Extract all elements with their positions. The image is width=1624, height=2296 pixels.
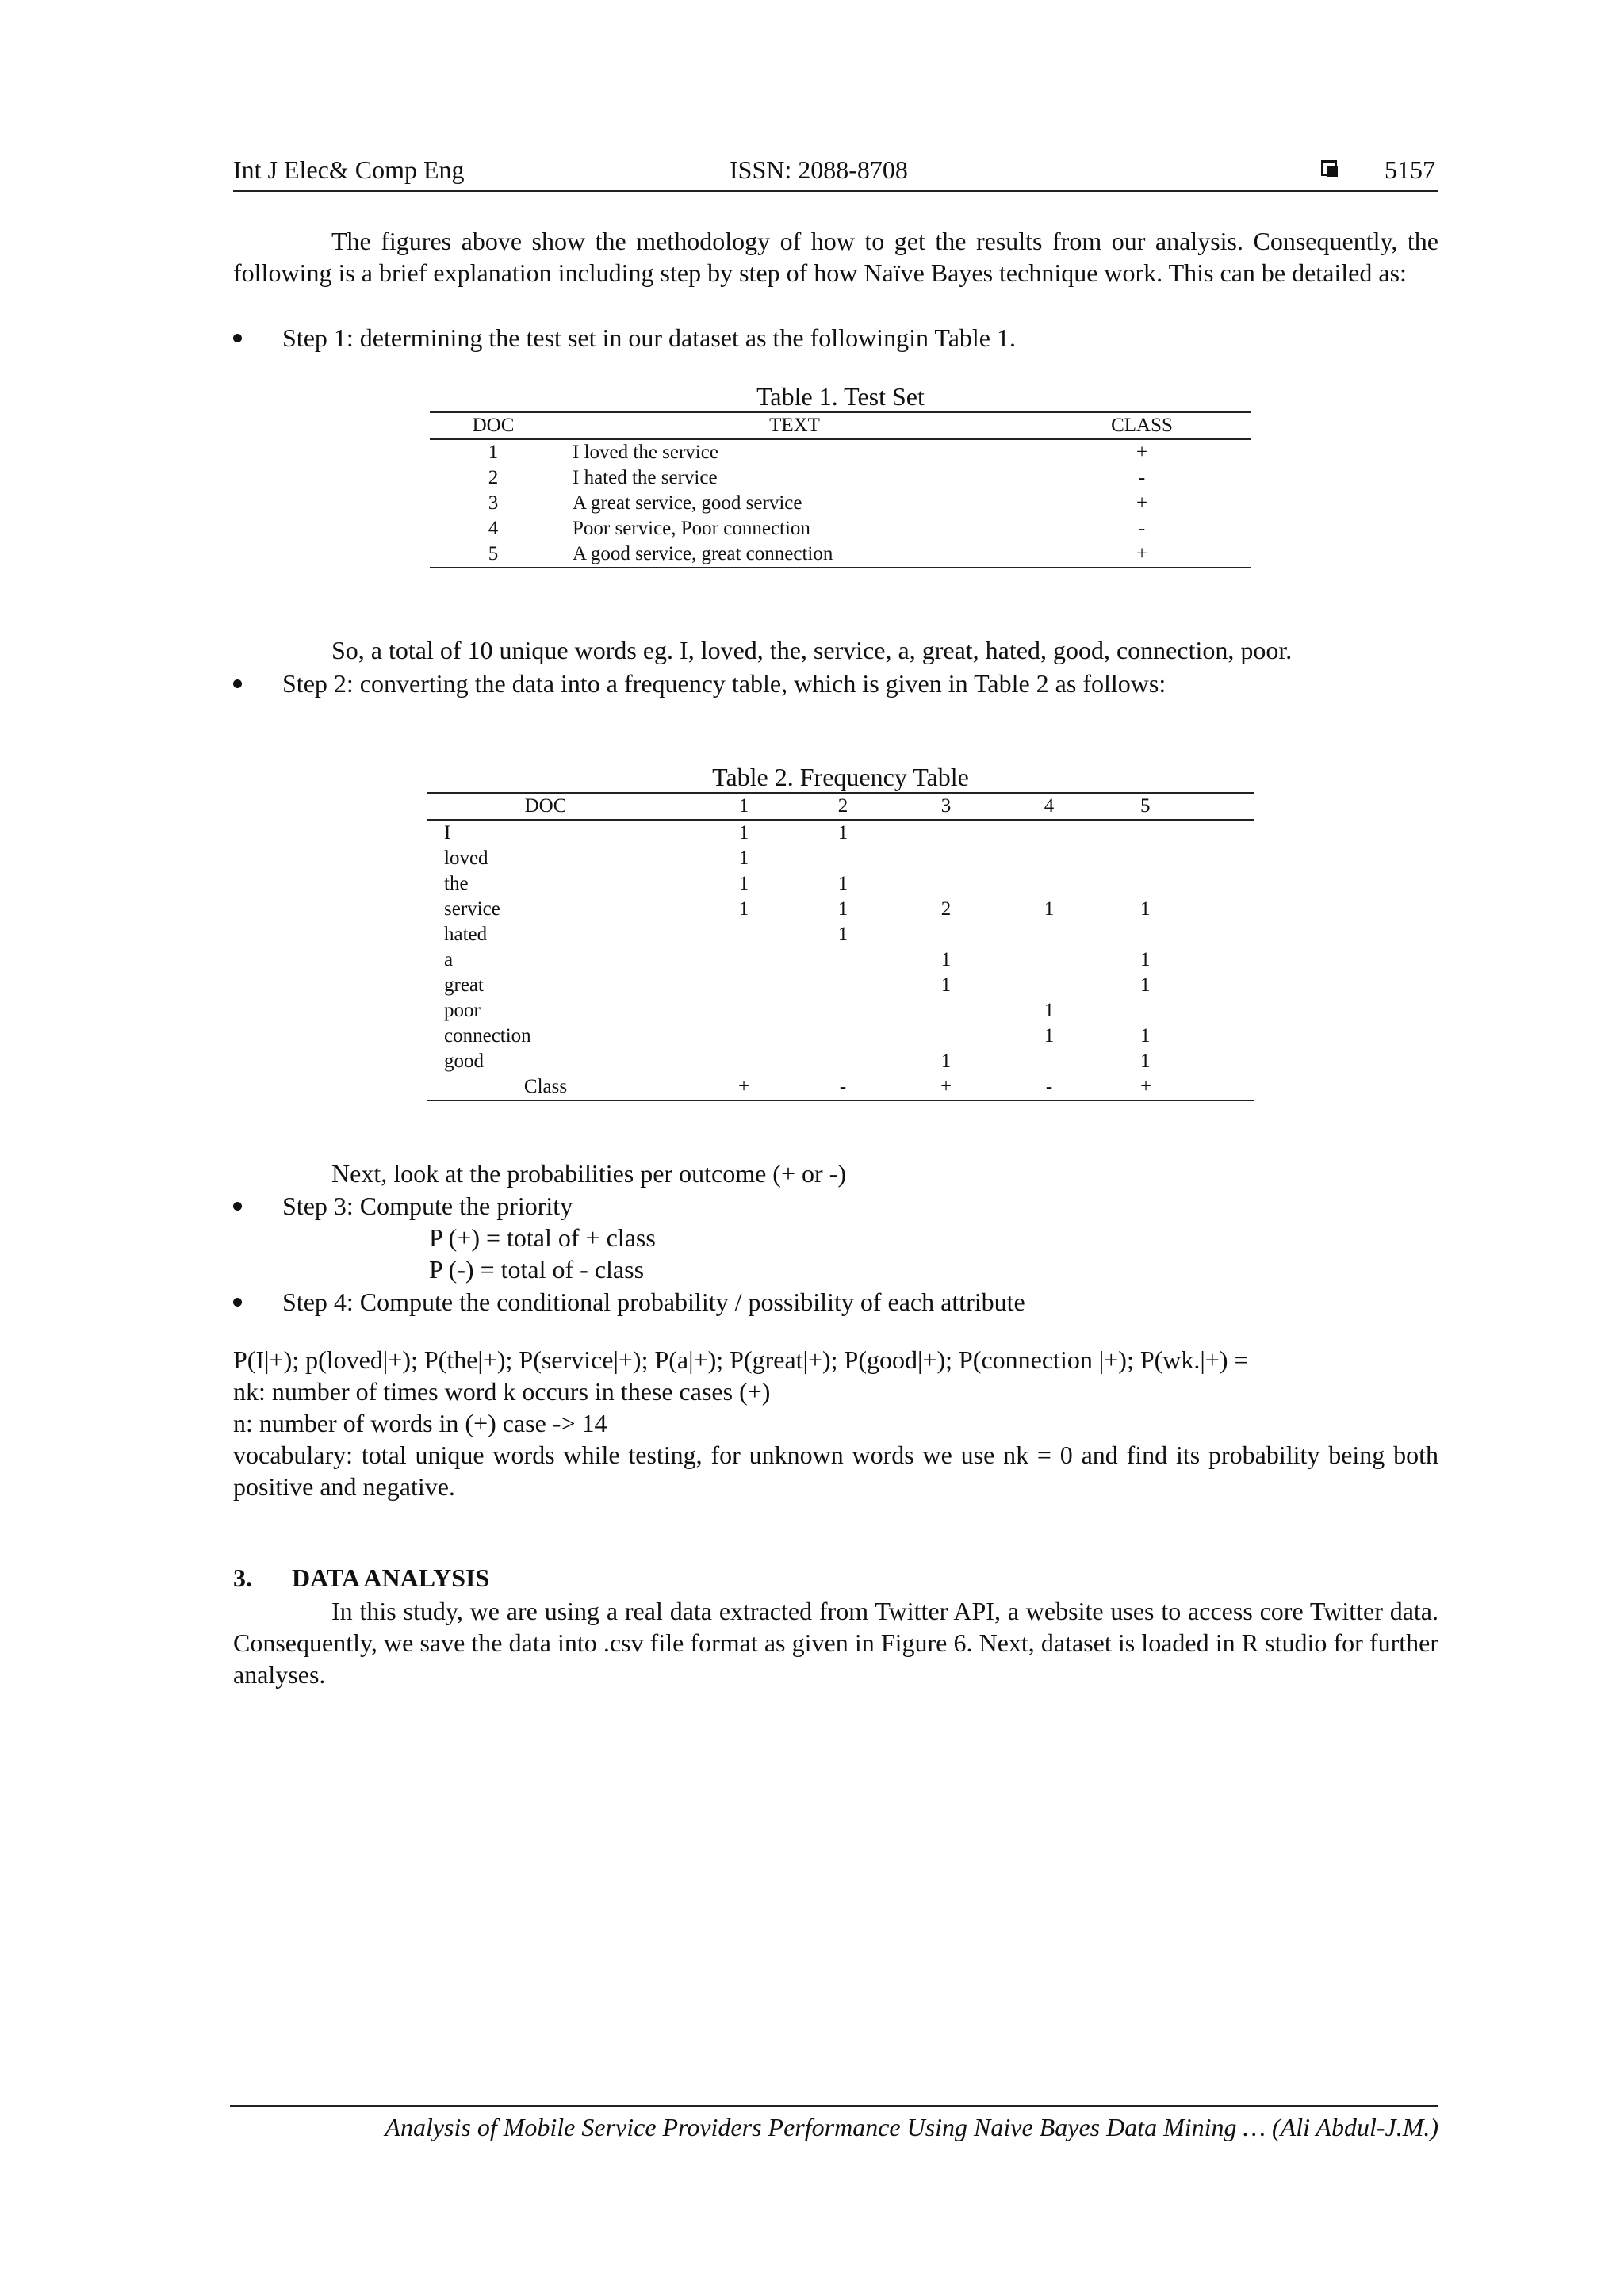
probability-line: P(I|+); p(loved|+); P(the|+); P(service|+); P(a|+); P(great|+); P(good|+); P(connection |+); P(wk.|+) = — [233, 1345, 1249, 1374]
table-row — [427, 922, 1254, 947]
freq-cell: 1 — [1140, 1025, 1151, 1047]
vocabulary-definition: vocabulary: total unique words while testing, for unknown words we use nk = 0 and find its probability being both positive and negative. — [233, 1441, 1438, 1501]
table-row — [427, 846, 1254, 871]
word-cell: the — [444, 873, 469, 894]
text-cell: I loved the service — [573, 442, 718, 463]
table-row — [427, 1024, 1254, 1049]
table-row — [427, 973, 1254, 998]
freq-cell: 1 — [940, 1050, 952, 1072]
freq-cell: 1 — [738, 898, 749, 920]
table-2-header-2: 2 — [799, 793, 887, 820]
freq-cell: 1 — [940, 949, 952, 970]
table-row — [430, 541, 1251, 568]
text-cell: I hated the service — [573, 467, 718, 488]
running-header — [233, 154, 1438, 192]
freq-cell — [799, 1024, 887, 1049]
freq-cell — [688, 922, 799, 947]
table-1-header-text: TEXT — [557, 412, 1032, 439]
bullet-icon — [233, 679, 242, 688]
freq-cell: 1 — [1140, 898, 1151, 920]
freq-cell — [688, 973, 799, 998]
freq-cell — [688, 998, 799, 1024]
freq-cell: 1 — [1140, 949, 1151, 970]
freq-cell — [1005, 947, 1093, 973]
freq-cell: 1 — [837, 822, 848, 844]
freq-cell — [1005, 871, 1093, 897]
freq-cell — [1093, 820, 1254, 846]
bullet-icon — [233, 1202, 242, 1211]
word-cell: a — [444, 949, 454, 970]
section-heading — [233, 1562, 489, 1594]
word-cell: connection — [444, 1025, 531, 1047]
table-2-caption: Table 2. Frequency Table — [712, 763, 969, 791]
freq-cell — [887, 846, 1005, 871]
class-cell: - — [1005, 1074, 1093, 1100]
freq-cell — [799, 846, 887, 871]
freq-cell — [799, 947, 887, 973]
word-cell: service — [444, 898, 500, 920]
word-cell: I — [444, 822, 451, 844]
freq-cell: 1 — [738, 848, 749, 869]
footer-text: Analysis of Mobile Service Providers Performance Using Naive Bayes Data Mining … (Ali Abdul-J.M.) — [385, 2113, 1438, 2141]
doc-cell: 4 — [488, 518, 499, 539]
freq-cell: 1 — [1044, 1025, 1055, 1047]
table-row — [430, 491, 1251, 516]
table-2-header-1: 1 — [688, 793, 799, 820]
word-cell: great — [444, 974, 484, 996]
table-2-header-5: 5 — [1093, 793, 1254, 820]
intro-paragraph: The figures above show the methodology of how to get the results from our analysis. Consequently, the following is a brief explanation including step by step of how Naïve Bayes technique work. This can be detailed as: — [233, 227, 1438, 287]
class-label-cell: Class — [427, 1074, 688, 1100]
freq-cell — [887, 820, 1005, 846]
freq-cell — [799, 1049, 887, 1074]
class-cell: + — [1136, 492, 1148, 514]
step-1-text: Step 1: determining the test set in our dataset as the followingin Table 1. — [282, 323, 1016, 352]
freq-cell — [887, 871, 1005, 897]
class-cell: + — [887, 1074, 1005, 1100]
freq-cell — [1005, 820, 1093, 846]
freq-cell: 1 — [1044, 898, 1055, 920]
freq-cell — [688, 1049, 799, 1074]
text-cell: Poor service, Poor connection — [573, 518, 810, 539]
freq-cell — [887, 1024, 1005, 1049]
class-cell: - — [1138, 518, 1146, 539]
class-cell: + — [1032, 541, 1251, 568]
word-cell: hated — [444, 924, 488, 945]
freq-cell — [1005, 973, 1093, 998]
table-1 — [430, 411, 1251, 568]
running-footer — [230, 2105, 1438, 2141]
freq-cell — [1093, 998, 1254, 1024]
freq-cell: 1 — [738, 873, 749, 894]
word-cell: loved — [444, 848, 488, 869]
table-row — [427, 897, 1254, 922]
class-cell: + — [1136, 442, 1148, 463]
class-row — [427, 1074, 1254, 1100]
table-1-header-doc: DOC — [430, 412, 557, 439]
next-line: Next, look at the probabilities per outcome (+ or -) — [331, 1159, 846, 1188]
table-1-header-row — [430, 412, 1251, 439]
p-minus-equation: P (-) = total of - class — [429, 1255, 645, 1284]
step-2-text: Step 2: converting the data into a frequency table, which is given in Table 2 as follows: — [282, 669, 1166, 698]
table-row — [430, 439, 1251, 465]
table-row — [430, 516, 1251, 541]
table-2-header-doc: DOC — [427, 793, 688, 820]
doc-cell: 5 — [430, 541, 557, 568]
freq-cell: 1 — [837, 924, 848, 945]
freq-cell: 1 — [1140, 1050, 1151, 1072]
freq-cell: 1 — [837, 898, 848, 920]
table-1-header-class: CLASS — [1032, 412, 1251, 439]
table-2-header-row — [427, 793, 1254, 820]
freq-cell — [1093, 846, 1254, 871]
freq-cell: 1 — [738, 822, 749, 844]
p-plus-equation: P (+) = total of + class — [429, 1223, 656, 1252]
freq-cell — [1005, 922, 1093, 947]
table-2 — [427, 792, 1254, 1101]
class-cell: + — [688, 1074, 799, 1100]
table-2-header-4: 4 — [1005, 793, 1093, 820]
table-row — [430, 465, 1251, 491]
unique-words-line: So, a total of 10 unique words eg. I, loved, the, service, a, great, hated, good, connection, poor. — [331, 636, 1293, 664]
table-row — [427, 998, 1254, 1024]
bullet-icon — [233, 1298, 242, 1307]
class-cell: - — [1138, 467, 1146, 488]
section-title: DATA ANALYSIS — [292, 1563, 490, 1592]
freq-cell — [1005, 846, 1093, 871]
freq-cell — [688, 947, 799, 973]
section-number: 3. — [233, 1563, 252, 1592]
doc-cell: 2 — [488, 467, 499, 488]
freq-cell — [887, 922, 1005, 947]
word-cell: poor — [444, 1000, 481, 1021]
square-bullet-icon — [1321, 160, 1337, 176]
issn: ISSN: 2088-8708 — [730, 155, 908, 184]
freq-cell — [799, 973, 887, 998]
freq-cell: 1 — [940, 974, 952, 996]
freq-cell — [799, 998, 887, 1024]
table-1-caption: Table 1. Test Set — [756, 382, 925, 411]
freq-cell — [1093, 871, 1254, 897]
n-definition: n: number of words in (+) case -> 14 — [233, 1409, 607, 1437]
page-number: 5157 — [1385, 155, 1435, 184]
freq-cell — [1005, 1049, 1093, 1074]
doc-cell: 1 — [488, 442, 499, 463]
table-row — [427, 947, 1254, 973]
freq-cell: 1 — [1140, 974, 1151, 996]
class-cell: - — [799, 1074, 887, 1100]
class-cell: + — [1093, 1074, 1254, 1100]
freq-cell — [887, 998, 1005, 1024]
word-cell: good — [444, 1050, 484, 1072]
table-row — [427, 871, 1254, 897]
step-3-text: Step 3: Compute the priority — [282, 1192, 573, 1220]
section-body: In this study, we are using a real data extracted from Twitter API, a website uses to access core Twitter data. Consequently, we save the data into .csv file format as given in Figure 6. Next, dataset is loaded in R studio for further analyses. — [233, 1597, 1438, 1689]
table-2-header-3: 3 — [887, 793, 1005, 820]
bullet-icon — [233, 334, 242, 342]
text-cell: A great service, good service — [573, 492, 802, 514]
step-4-text: Step 4: Compute the conditional probability / possibility of each attribute — [282, 1288, 1025, 1316]
table-row — [427, 820, 1254, 846]
freq-cell — [688, 1024, 799, 1049]
journal-name: Int J Elec& Comp Eng — [233, 155, 465, 184]
freq-cell: 1 — [837, 873, 848, 894]
freq-cell: 1 — [1044, 1000, 1055, 1021]
doc-cell: 3 — [488, 492, 499, 514]
table-row — [427, 1049, 1254, 1074]
text-cell: A good service, great connection — [557, 541, 1032, 568]
freq-cell — [1093, 922, 1254, 947]
freq-cell: 2 — [940, 898, 952, 920]
nk-definition: nk: number of times word k occurs in these cases (+) — [233, 1377, 771, 1406]
